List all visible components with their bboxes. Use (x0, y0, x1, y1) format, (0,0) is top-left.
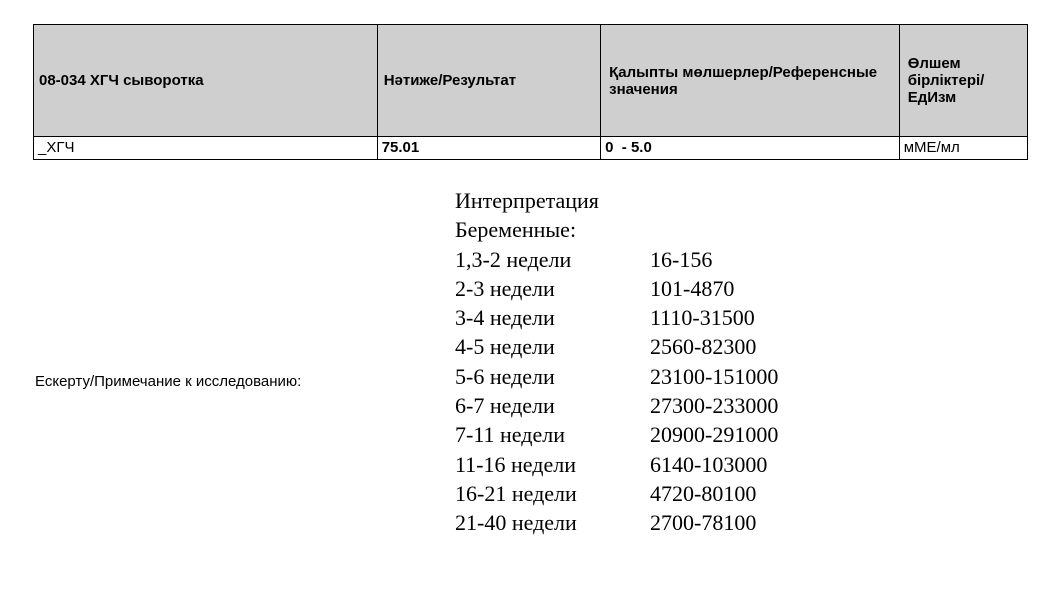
interpretation-subtitle: Беременные: (455, 217, 577, 243)
list-item (455, 332, 778, 361)
list-item (455, 479, 778, 508)
interpretation-block (455, 186, 778, 538)
gestation-term: 3-4 недели (455, 305, 555, 331)
gestation-term: 5-6 недели (455, 363, 555, 389)
gestation-term: 16-21 недели (455, 480, 577, 506)
hcg-range: 27300-233000 (650, 393, 779, 419)
list-item (455, 274, 778, 303)
header-result: Нәтиже/Результат (377, 25, 600, 137)
gestation-term: 7-11 недели (455, 422, 565, 448)
list-item (455, 420, 778, 449)
list-item (455, 508, 778, 537)
table-row (34, 137, 1028, 160)
hcg-range: 23100-151000 (650, 363, 779, 389)
list-item (455, 362, 778, 391)
list-item (455, 303, 778, 332)
cell-reference: 0 - 5.0 (601, 137, 900, 160)
gestation-term: 11-16 недели (455, 451, 576, 477)
list-item (455, 450, 778, 479)
hcg-range: 16-156 (650, 246, 713, 272)
hcg-range: 1110-31500 (650, 305, 755, 331)
interpretation-title: Интерпретация (455, 188, 599, 213)
gestation-term: 2-3 недели (455, 275, 555, 301)
hcg-range: 2700-78100 (650, 510, 757, 536)
results-table (33, 24, 1028, 160)
header-reference: Қалыпты мөлшерлер/Референсные значения (601, 25, 900, 137)
hcg-range: 2560-82300 (650, 334, 757, 360)
hcg-range: 20900-291000 (650, 422, 779, 448)
gestation-term: 6-7 недели (455, 393, 555, 419)
table-header-row (34, 25, 1028, 137)
hcg-range: 4720-80100 (650, 480, 757, 506)
cell-result: 75.01 (377, 137, 600, 160)
cell-test-name: _ХГЧ (34, 137, 378, 160)
note-label: Ескерту/Примечание к исследованию: (35, 373, 302, 390)
cell-unit: мМЕ/мл (899, 137, 1027, 160)
gestation-term: 21-40 недели (455, 510, 577, 536)
list-item (455, 245, 778, 274)
gestation-term: 1,3-2 недели (455, 246, 572, 272)
hcg-range: 101-4870 (650, 275, 735, 301)
gestation-term: 4-5 недели (455, 334, 555, 360)
hcg-range: 6140-103000 (650, 451, 768, 477)
interpretation-list (455, 245, 778, 538)
list-item (455, 391, 778, 420)
header-unit: Өлшем бірліктері/ ЕдИзм (899, 25, 1027, 137)
header-test-name: 08-034 ХГЧ сыворотка (34, 25, 378, 137)
